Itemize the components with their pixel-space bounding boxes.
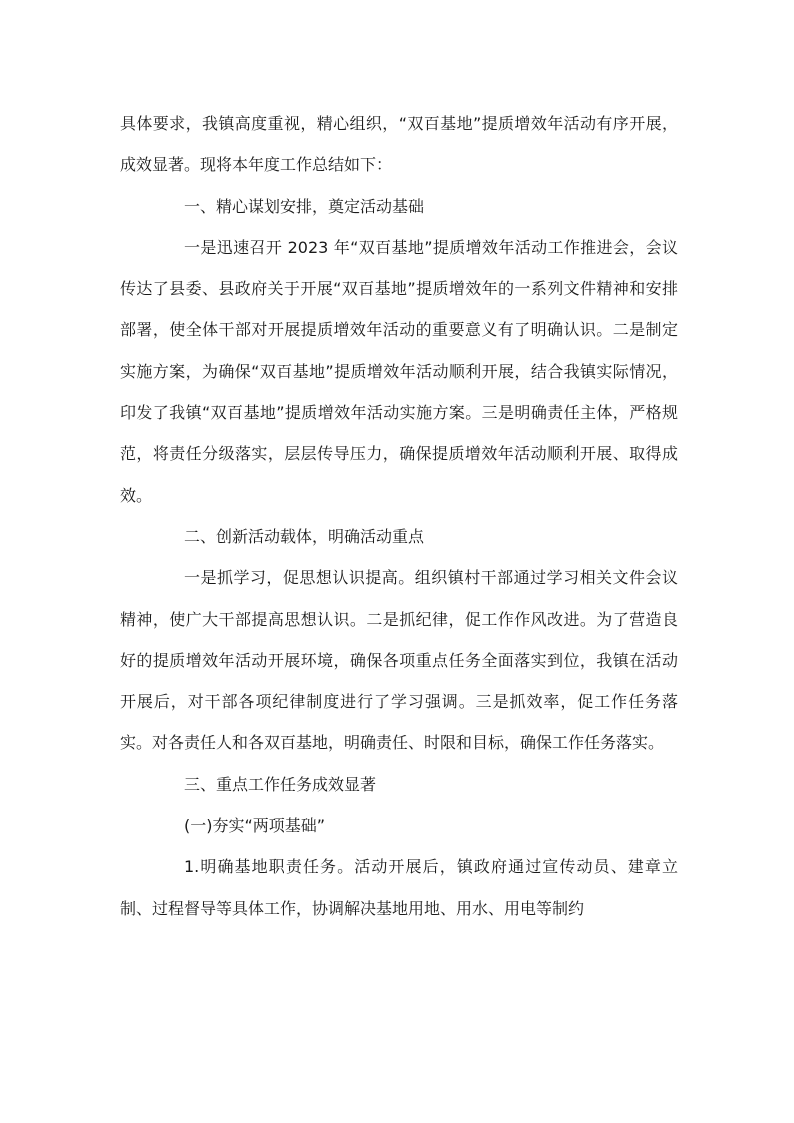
paragraph-3: 一是抓学习，促思想认识提高。组织镇村干部通过学习相关文件会议精神，使广大干部提高思想认识。二是抓纪律，促工作作风改进。为了营造良好的提质增效年活动开展环境，确保各项重点任务全面落实到位，我镇在活动开展后，对干部各项纪律制度进行了学习强调。三是抓效率，促工作任务落实。对各责任人和各双百基地，明确责任、时限和目标，确保工作任务落实。 bbox=[120, 568, 678, 753]
subsection-heading-1: (一)夯实“两项基础” bbox=[184, 816, 326, 836]
section-heading-1: 一、精心谋划安排，奠定活动基础 bbox=[184, 196, 425, 216]
document-body bbox=[120, 103, 678, 929]
section-heading-3: 三、重点工作任务成效显著 bbox=[184, 774, 377, 794]
paragraph-4: 1.明确基地职责任务。活动开展后，镇政府通过宣传动员、建章立制、过程督导等具体工作，协调解决基地用地、用水、用电等制约 bbox=[120, 857, 678, 918]
section-heading-2: 二、创新活动载体，明确活动重点 bbox=[184, 526, 425, 546]
paragraph-2: 一是迅速召开 2023 年“双百基地”提质增效年活动工作推进会，会议传达了县委、县政府关于开展“双百基地”提质增效年的一系列文件精神和安排部署，使全体干部对开展提质增效年活动的重要意义有了明确认识。二是制定实施方案，为确保“双百基地”提质增效年活动顺利开展，结合我镇实际情况，印发了我镇“双百基地”提质增效年活动实施方案。三是明确责任主体，严格规范，将责任分级落实，层层传导压力，确保提质增效年活动顺利开展、取得成效。 bbox=[120, 237, 678, 505]
paragraph-1: 具体要求，我镇高度重视，精心组织，“双百基地”提质增效年活动有序开展，成效显著。现将本年度工作总结如下： bbox=[120, 114, 678, 175]
